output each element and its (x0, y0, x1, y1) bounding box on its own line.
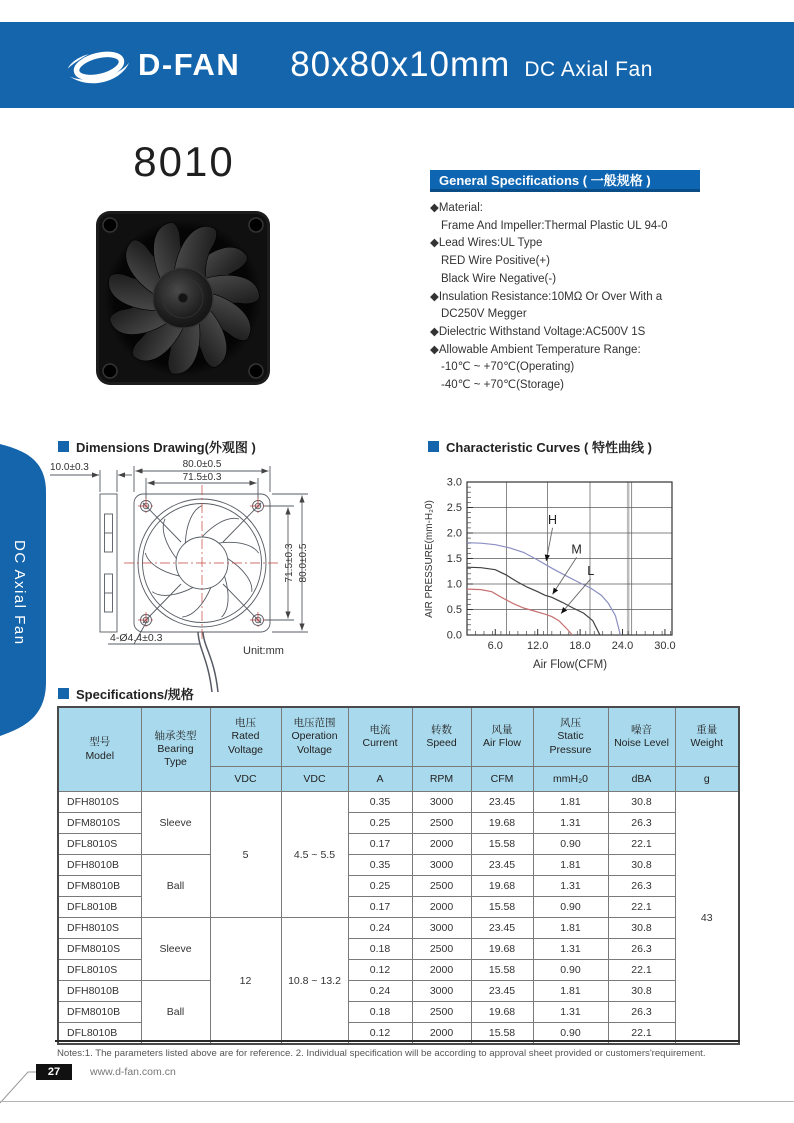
speed-cell: 2500 (412, 876, 471, 897)
d-fan-logo-icon (66, 45, 132, 85)
characteristic-curves-chart (420, 452, 720, 687)
current-cell: 0.18 (348, 939, 412, 960)
col-header-weight: 重量 Weight (675, 707, 739, 767)
fan-side-view (100, 494, 117, 632)
unit-current: A (348, 767, 412, 792)
screw-hole (249, 364, 263, 378)
bearing-cell: Sleeve (141, 792, 210, 855)
page-title (290, 45, 653, 85)
general-spec-item: -10℃ ~ +70℃(Operating) (441, 361, 575, 374)
fan-size-title: 80x80x10mm (290, 45, 511, 84)
airflow-cell: 23.45 (471, 855, 533, 876)
spec-row (58, 918, 739, 939)
dim-width: 80.0±0.5 (182, 459, 222, 470)
y-tick-label: 1.5 (446, 553, 462, 565)
speed-cell: 2000 (412, 834, 471, 855)
spec-row (58, 855, 739, 876)
unit-speed: RPM (412, 767, 471, 792)
airflow-cell: 23.45 (471, 981, 533, 1002)
noise-cell: 26.3 (608, 1002, 675, 1023)
general-specs-list (430, 200, 750, 395)
noise-cell: 26.3 (608, 813, 675, 834)
airflow-cell: 23.45 (471, 918, 533, 939)
dim-unit: Unit:mm (243, 645, 284, 657)
current-cell: 0.25 (348, 876, 412, 897)
curve-label-arrow-M (553, 557, 577, 594)
speed-cell: 2000 (412, 960, 471, 981)
fan-product-photo (95, 208, 271, 388)
airflow-cell: 19.68 (471, 1002, 533, 1023)
col-header-bearing: 轴承类型 Bearing Type (141, 707, 210, 792)
col-header-noise: 噪音 Noise Level (608, 707, 675, 767)
pressure-cell: 0.90 (533, 960, 608, 981)
current-cell: 0.35 (348, 855, 412, 876)
curve-M (467, 567, 600, 635)
model-cell: DFL8010B (58, 897, 141, 918)
notes-divider (55, 1040, 740, 1042)
current-cell: 0.12 (348, 1023, 412, 1045)
pressure-cell: 1.81 (533, 981, 608, 1002)
bottom-divider (0, 1101, 794, 1102)
general-spec-item: RED Wire Positive(+) (441, 255, 550, 268)
noise-cell: 30.8 (608, 855, 675, 876)
spec-row (58, 981, 739, 1002)
operation-voltage-cell: 10.8 ~ 13.2 (281, 918, 348, 1045)
brand-name: D-FAN (138, 47, 241, 82)
x-tick-label: 24.0 (611, 640, 634, 652)
curve-L (467, 589, 572, 635)
general-spec-item: -40℃ ~ +70℃(Storage) (441, 379, 565, 392)
specifications-table (57, 706, 740, 1045)
model-cell: DFH8010S (58, 918, 141, 939)
general-spec-item: DC250V Megger (441, 308, 527, 321)
header-banner (0, 22, 794, 108)
speed-cell: 3000 (412, 855, 471, 876)
specs-section-heading: Specifications/规格 (58, 684, 194, 703)
bearing-cell: Ball (141, 981, 210, 1045)
operation-voltage-cell: 4.5 ~ 5.5 (281, 792, 348, 918)
model-number: 8010 (133, 138, 235, 185)
model-cell: DFM8010S (58, 939, 141, 960)
current-cell: 0.17 (348, 834, 412, 855)
y-tick-label: 0.0 (446, 629, 462, 642)
speed-cell: 2500 (412, 813, 471, 834)
speed-cell: 2000 (412, 1023, 471, 1045)
dimensions-section-heading: Dimensions Drawing(外观图 ) (58, 437, 256, 456)
website-url: www.d-fan.com.cn (90, 1066, 176, 1078)
airflow-cell: 15.58 (471, 897, 533, 918)
general-specs-title-bar: General Specifications ( 一般规格 ) (430, 170, 700, 192)
airflow-cell: 15.58 (471, 1023, 533, 1045)
pressure-cell: 1.81 (533, 855, 608, 876)
airflow-cell: 15.58 (471, 960, 533, 981)
noise-cell: 30.8 (608, 981, 675, 1002)
pressure-cell: 0.90 (533, 1023, 608, 1045)
speed-cell: 3000 (412, 918, 471, 939)
unit-pressure: mmH₂0 (533, 767, 608, 792)
airflow-cell: 19.68 (471, 939, 533, 960)
curve-label-M: M (571, 542, 582, 557)
col-header-speed: 转数 Speed (412, 707, 471, 767)
unit-operation-voltage: VDC (281, 767, 348, 792)
rated-voltage-cell: 12 (210, 918, 281, 1045)
pressure-cell: 1.81 (533, 918, 608, 939)
general-spec-item: ◆Insulation Resistance:10MΩ Or Over With a (430, 290, 663, 303)
speed-cell: 2000 (412, 897, 471, 918)
pressure-cell: 1.31 (533, 813, 608, 834)
general-spec-item: ◆Dielectric Withstand Voltage:AC500V 1S (430, 325, 646, 338)
blue-square-bullet-icon (428, 441, 439, 452)
x-tick-label: 12.0 (526, 640, 549, 652)
blue-square-bullet-icon (58, 441, 69, 452)
current-cell: 0.24 (348, 981, 412, 1002)
current-cell: 0.24 (348, 918, 412, 939)
bearing-cell: Ball (141, 855, 210, 918)
y-tick-label: 3.0 (446, 476, 462, 489)
col-header-airflow: 风量 Air Flow (471, 707, 533, 767)
model-cell: DFL8010S (58, 960, 141, 981)
pressure-cell: 1.31 (533, 1002, 608, 1023)
col-header-pressure: 风压 Static Pressure (533, 707, 608, 767)
dim-height: 80.0±0.5 (298, 543, 309, 583)
sidebar-category-label: DC Axial Fan (11, 540, 28, 646)
dim-hole-pitch-h: 71.5±0.3 (182, 472, 222, 483)
curve-label-L: L (587, 563, 595, 578)
col-header-rated-voltage: 电压 Rated Voltage (210, 707, 281, 767)
general-spec-item: ◆Lead Wires:UL Type (430, 237, 543, 250)
model-cell: DFM8010B (58, 876, 141, 897)
noise-cell: 30.8 (608, 792, 675, 813)
rated-voltage-cell: 5 (210, 792, 281, 918)
col-header-operation-voltage: 电压范围 Operation Voltage (281, 707, 348, 767)
speed-cell: 2500 (412, 939, 471, 960)
noise-cell: 22.1 (608, 834, 675, 855)
dim-holes: 4-Ø4.4±0.3 (110, 632, 163, 644)
pressure-cell: 0.90 (533, 897, 608, 918)
x-tick-label: 18.0 (569, 640, 591, 652)
bearing-cell: Sleeve (141, 918, 210, 981)
curve-label-H: H (548, 512, 558, 527)
noise-cell: 22.1 (608, 897, 675, 918)
unit-airflow: CFM (471, 767, 533, 792)
general-spec-item: Frame And Impeller:Thermal Plastic UL 94-0 (441, 219, 668, 232)
airflow-cell: 19.68 (471, 876, 533, 897)
dimensions-drawing (48, 452, 318, 698)
dim-thickness: 10.0±0.3 (50, 462, 89, 473)
unit-rated-voltage: VDC (210, 767, 281, 792)
current-cell: 0.35 (348, 792, 412, 813)
current-cell: 0.17 (348, 897, 412, 918)
noise-cell: 26.3 (608, 939, 675, 960)
weight-cell: 43 (675, 792, 739, 1045)
noise-cell: 22.1 (608, 1023, 675, 1045)
col-header-current: 电流 Current (348, 707, 412, 767)
pressure-cell: 1.81 (533, 792, 608, 813)
pressure-cell: 0.90 (533, 834, 608, 855)
x-tick-label: 6.0 (487, 640, 503, 652)
speed-cell: 2500 (412, 1002, 471, 1023)
model-cell: DFH8010B (58, 855, 141, 876)
col-header-model: 型号 Model (58, 707, 141, 792)
speed-cell: 3000 (412, 981, 471, 1002)
speed-cell: 3000 (412, 792, 471, 813)
model-cell: DFM8010B (58, 1002, 141, 1023)
general-spec-item: ◆Allowable Ambient Temperature Range: (430, 343, 641, 356)
spec-row (58, 792, 739, 813)
curves-section-heading: Characteristic Curves ( 特性曲线 ) (428, 437, 652, 456)
unit-noise: dBA (608, 767, 675, 792)
general-spec-item: ◆Material: (430, 202, 483, 214)
model-cell: DFL8010S (58, 834, 141, 855)
footnotes: Notes:1. The parameters listed above are for reference. 2. Individual specification will be according to approval sheet provided or customers'requirement. (57, 1048, 706, 1059)
y-axis-label: AIR PRESSURE(mm-H₂0) (424, 500, 435, 618)
y-tick-label: 1.0 (446, 578, 462, 591)
current-cell: 0.12 (348, 960, 412, 981)
model-cell: DFH8010B (58, 981, 141, 1002)
model-cell: DFL8010B (58, 1023, 141, 1045)
y-tick-label: 2.5 (446, 502, 462, 514)
curve-H (467, 543, 620, 635)
airflow-cell: 23.45 (471, 792, 533, 813)
noise-cell: 30.8 (608, 918, 675, 939)
screw-hole (103, 218, 117, 232)
page-number: 27 (36, 1064, 72, 1080)
airflow-cell: 15.58 (471, 834, 533, 855)
pressure-cell: 1.31 (533, 876, 608, 897)
y-tick-label: 2.0 (446, 527, 462, 540)
screw-hole (103, 364, 117, 378)
general-spec-item: Black Wire Negative(-) (441, 272, 557, 285)
current-cell: 0.25 (348, 813, 412, 834)
x-tick-label: 30.0 (654, 640, 676, 652)
unit-weight: g (675, 767, 739, 792)
y-tick-label: 0.5 (446, 604, 462, 616)
airflow-cell: 19.68 (471, 813, 533, 834)
brand (66, 45, 240, 85)
screw-hole (249, 218, 263, 232)
noise-cell: 26.3 (608, 876, 675, 897)
fan-type-title: DC Axial Fan (524, 58, 653, 81)
x-axis-label: Air Flow(CFM) (532, 659, 608, 671)
pressure-cell: 1.31 (533, 939, 608, 960)
dim-hole-pitch-v: 71.5±0.3 (284, 543, 295, 583)
model-cell: DFM8010S (58, 813, 141, 834)
model-cell: DFH8010S (58, 792, 141, 813)
current-cell: 0.18 (348, 1002, 412, 1023)
noise-cell: 22.1 (608, 960, 675, 981)
